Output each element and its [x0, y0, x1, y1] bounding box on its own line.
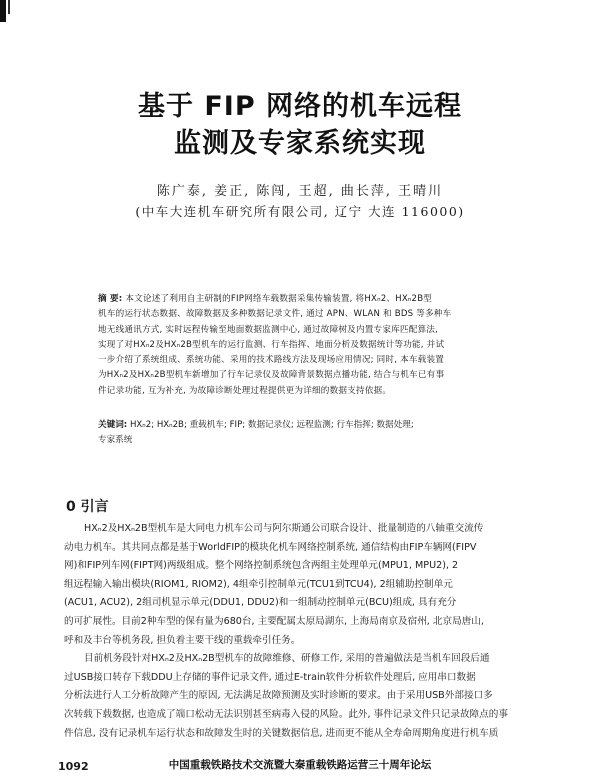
section-heading: 0 引言: [66, 499, 109, 515]
page-number: 1092: [58, 760, 89, 770]
paper-title-line-2: 监测及专家系统实现: [174, 128, 426, 159]
keywords-block: [98, 418, 518, 449]
abstract-line: 一步介绍了系统组成、系统功能、采用的技术路线方法及现场应用情况; 同时, 本车载装置: [98, 355, 445, 366]
scan-edge-mark: [0, 0, 6, 22]
abstract-line: 实现了对HXₙ2及HXₙ2B型机车的运行监测、行车指挥、地面分析及数据统计等功能, 并试: [98, 339, 445, 350]
abstract-line: 摘 要: 本文论述了利用自主研制的FIP网络车载数据采集传输装置, 将HXₙ2、HXₙ2B型: [98, 294, 433, 304]
abstract-label: 摘 要:: [98, 294, 123, 304]
body-line: 网)和FIP列车网(FIPT网)两级组成。整个网络控制系统包含两组主处理单元(MPU1, MPU2), 2: [64, 560, 459, 572]
body-line: 分析法进行人工分析故障产生的原因, 无法满足故障预测及实时诊断的要求。由于采用USB外部接口多: [64, 690, 493, 702]
abstract-line: 为HXₙ2及HXₙ2B型机车新增加了行车记录仪及故障背景数据点播功能, 结合与机车已有事: [98, 370, 445, 381]
keywords-label: 关键词:: [98, 420, 128, 430]
body-line: 动电力机车。其共同点都是基于WorldFIP的模块化机车网络控制系统, 通信结构由FIP车辆网(FIPV: [64, 541, 477, 553]
affiliation: (中车大连机车研究所有限公司, 辽宁 大连 116000): [135, 204, 465, 219]
body-line: 次转载下载数据, 也造成了端口松动无法识别甚至病毒入侵的风险。此外, 事件记录文件只记录故障点的事: [64, 708, 508, 720]
body-line: 目前机务段针对HXₙ2及HXₙ2B型机车的故障维修、研修工作, 采用的普遍做法是当机车回段后通: [84, 653, 490, 665]
abstract-line: 地无线通讯方式, 实时远程传输至地面数据监测中心, 通过故障树及内置专家库匹配算法,: [98, 324, 439, 335]
author-list: 陈广泰, 姜正, 陈闯, 王超, 曲长萍, 王晴川: [156, 184, 444, 199]
abstract-line: 机车的运行状态数据、故障数据及多种数据记录文件, 通过 APN、WLAN 和 BDS 等多种车: [98, 309, 452, 320]
body-line: 呼和及丰台等机务段, 担负着主要干线的重载牵引任务。: [64, 634, 301, 646]
body-line: HXₙ2及HXₙ2B型机车是大同电力机车公司与阿尔斯通公司联合设计、批量制造的八轴重交流传: [84, 523, 484, 534]
scan-edge-mark-2: [8, 0, 10, 14]
conference-footer: 中国重载铁路技术交流暨大秦重载铁路运营三十周年论坛: [168, 759, 432, 771]
body-line: 组远程输入输出模块(RIOM1, RIOM2), 4组牵引控制单元(TCU1到TCU4), 2组辅助控制单元: [64, 578, 453, 590]
abstract-block: [98, 292, 518, 399]
abstract-line: 件记录功能, 互为补充, 为故障诊断处理过程提供更为详细的数据支持依据。: [98, 385, 392, 396]
paper-title-line-1: 基于 FIP 网络的机车远程: [137, 91, 463, 122]
body-line: 件信息, 没有记录机车运行状态和故障发生时的关键数据信息, 进而更不能从全寿命周期角度进行机车质: [64, 727, 499, 739]
body-line: 的可扩展性。目前2种车型的保有量为680台, 主要配属太原局湖东, 上海局南京及宿州, 北京局唐山,: [64, 615, 484, 627]
body-line: (ACU1, ACU2), 2组司机显示单元(DDU1, DDU2)和一组制动控制单元(BCU)组成, 具有充分: [64, 597, 457, 609]
keywords-line: 专家系统: [98, 435, 133, 446]
body-line: 过USB接口转存下载DDU上存储的事件记录文件, 通过E-train软件分析软件处理后, 应用串口数据: [64, 671, 476, 683]
keywords-line: 关键词: HXₙ2; HXₙ2B; 重载机车; FIP; 数据记录仪; 远程监测; 行车指挥; 数据处理;: [98, 420, 414, 430]
section-body: [64, 520, 542, 743]
